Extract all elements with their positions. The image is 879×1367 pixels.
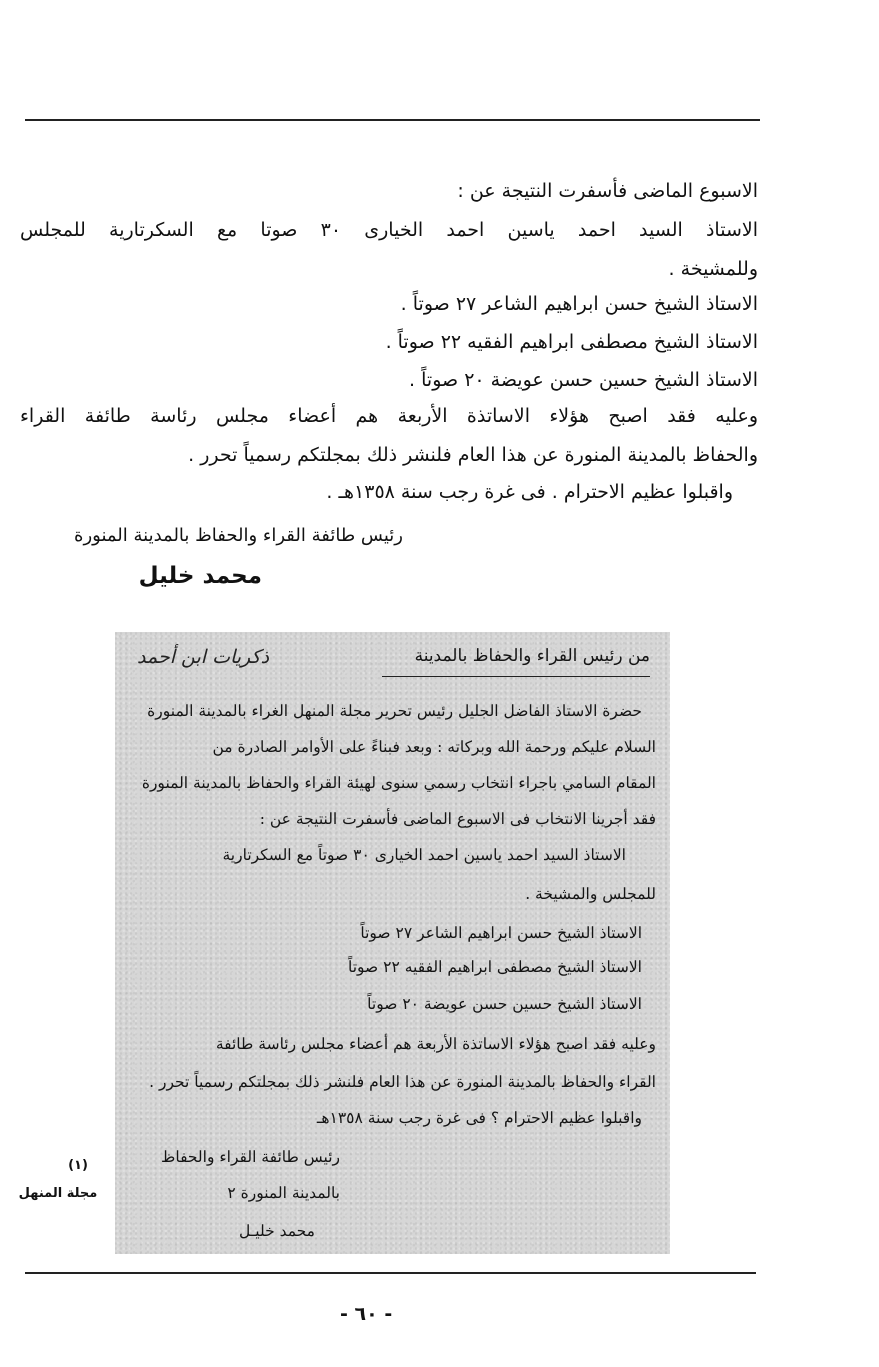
page-number: - ٦٠ -: [340, 1303, 393, 1325]
article-line-6: الاستاذ الشيخ حسين حسن عويضة ٢٠ صوتاً .: [409, 369, 758, 391]
article-line-5: الاستاذ الشيخ مصطفى ابراهيم الفقيه ٢٢ صوتاً .: [385, 331, 758, 353]
scan-line-15: محمد خليـل: [238, 1222, 315, 1240]
source-label: مجلة المنهل: [18, 1186, 98, 1201]
article-line-8: والحفاظ بالمدينة المنورة عن هذا العام فلنشر ذلك بمجلتكم رسمياً تحرر .: [188, 444, 758, 466]
scan-header-underline: [382, 676, 650, 677]
scan-line-13: رئيس طائفة القراء والحفاظ: [161, 1148, 340, 1166]
scan-line-5: الاستاذ السيد احمد ياسين احمد الخيارى ٣٠ صوتاً مع السكرتارية: [222, 846, 626, 864]
scan-line-10: وعليه فقد اصبح هؤلاء الاساتذة الأربعة هم أعضاء مجلس رئاسة طائفة: [215, 1035, 656, 1053]
scan-line-6: للمجلس والمشيخة .: [525, 885, 656, 903]
article-line-4: الاستاذ الشيخ حسن ابراهيم الشاعر ٢٧ صوتاً .: [400, 293, 758, 315]
scan-line-3: المقام السامي باجراء انتخاب رسمي سنوى لهيئة القراء والحفاظ بالمدينة المنورة: [141, 774, 656, 792]
scan-line-12: واقبلوا عظيم الاحترام ؟ فى غرة رجب سنة ١٣٥٨هـ: [316, 1109, 642, 1127]
article-line-3: وللمشيخة .: [668, 258, 758, 280]
scan-line-1: حضرة الاستاذ الفاضل الجليل رئيس تحرير مجلة المنهل الغراء بالمدينة المنورة: [147, 702, 642, 720]
bottom-divider: [25, 1272, 756, 1274]
scan-line-9: الاستاذ الشيخ حسين حسن عويضة ٢٠ صوتاً: [367, 995, 642, 1013]
signature-name: محمد خليل: [138, 563, 262, 589]
article-line-2: الاستاذ السيد احمد ياسين احمد الخيارى ٣٠ صوتا مع السكرتارية للمجلس: [20, 219, 758, 241]
scan-line-4: فقد أجرينا الانتخاب فى الاسبوع الماضى فأسفرت النتيجة عن :: [259, 810, 656, 828]
article-line-7: وعليه فقد اصبح هؤلاء الاساتذة الأربعة هم أعضاء مجلس رئاسة طائفة القراء: [20, 405, 758, 427]
scan-header: من رئيس القراء والحفاظ بالمدينة: [414, 646, 650, 666]
scanned-letter: [115, 632, 670, 1254]
article-line-9: واقبلوا عظيم الاحترام . فى غرة رجب سنة ١٣٥٨هـ .: [326, 481, 733, 503]
scan-line-8: الاستاذ الشيخ مصطفى ابراهيم الفقيه ٢٢ صوتاً: [348, 958, 642, 976]
scan-line-14: بالمدينة المنورة ٢: [227, 1184, 340, 1202]
scan-line-11: القراء والحفاظ بالمدينة المنورة عن هذا العام فلنشر ذلك بمجلتكم رسمياً تحرر .: [149, 1073, 656, 1091]
handwritten-note: ذكريات ابن أحمد: [137, 646, 270, 668]
signature-title: رئيس طائفة القراء والحفاظ بالمدينة المنورة: [74, 525, 403, 546]
top-divider: [25, 119, 760, 121]
article-line-1: الاسبوع الماضى فأسفرت النتيجة عن :: [457, 180, 758, 202]
scan-line-7: الاستاذ الشيخ حسن ابراهيم الشاعر ٢٧ صوتاً: [360, 924, 642, 942]
footnote-number: (١): [68, 1158, 88, 1173]
scan-line-2: السلام عليكم ورحمة الله وبركاته : وبعد فبناءً على الأوامر الصادرة من: [212, 738, 656, 756]
